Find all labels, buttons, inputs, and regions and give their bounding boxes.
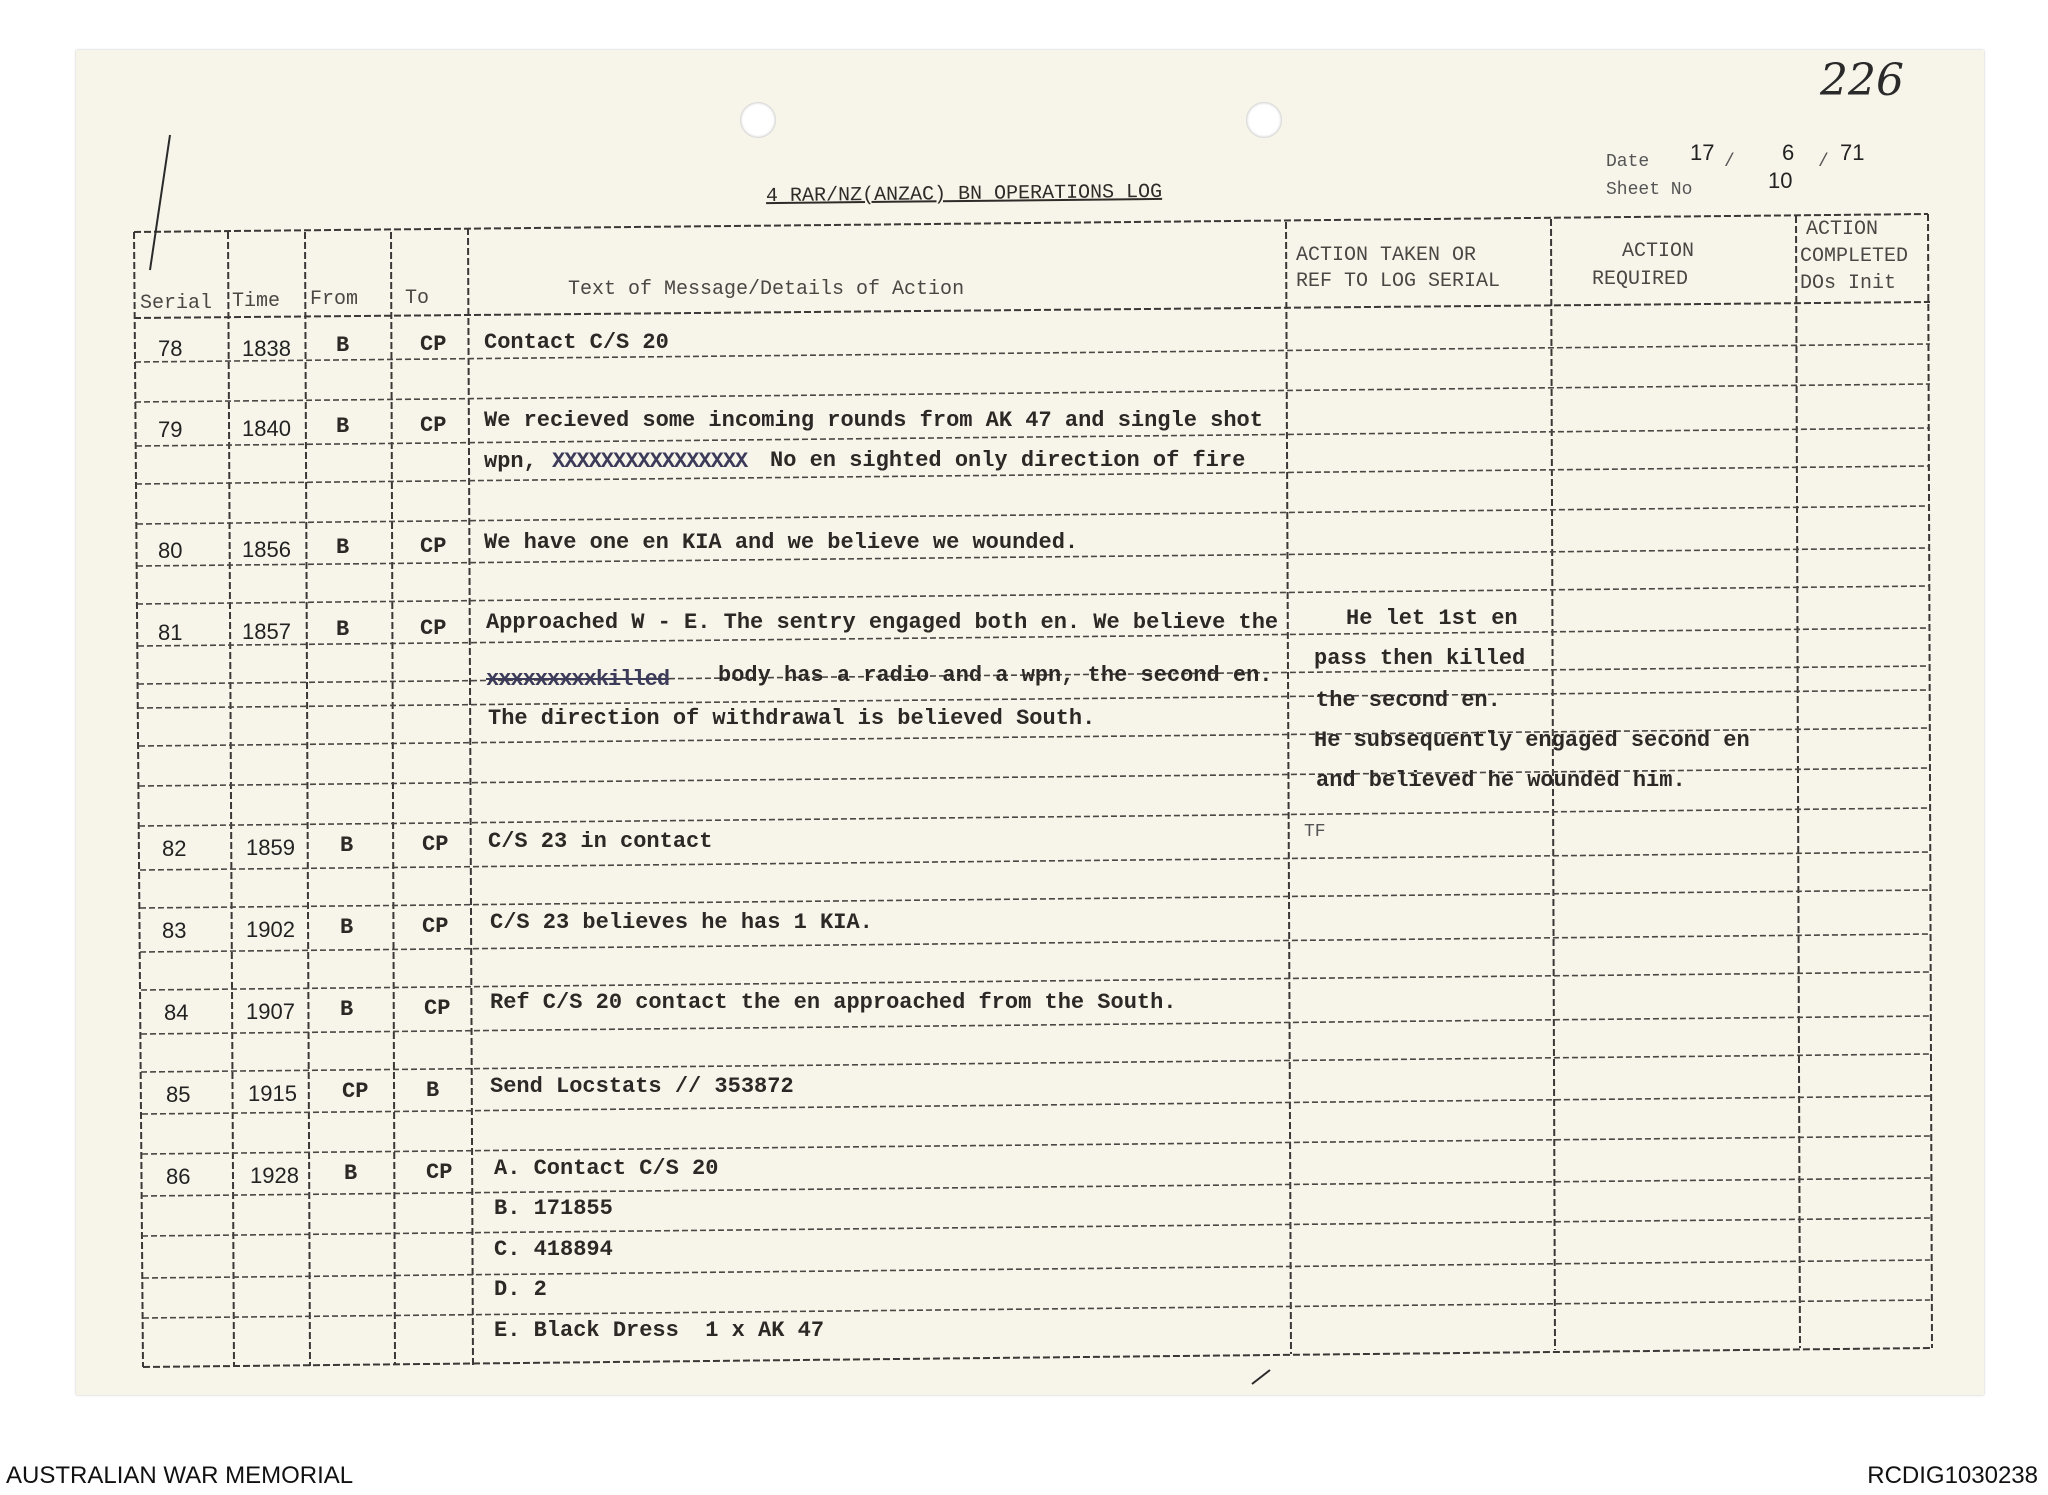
- message-81-line-2: body has a radio and a wpn, the second en.: [718, 663, 1273, 688]
- from-86: B: [344, 1161, 358, 1186]
- to-81: CP: [420, 616, 447, 641]
- date-day: 17: [1690, 140, 1715, 165]
- time-80: 1856: [242, 537, 291, 562]
- from-81: B: [336, 617, 350, 642]
- action-81-line-2: pass then killed: [1314, 646, 1526, 671]
- to-79: CP: [420, 413, 447, 438]
- date-sep-1: /: [1724, 152, 1735, 172]
- time-79: 1840: [242, 416, 291, 441]
- message-83: C/S 23 believes he has 1 KIA.: [490, 910, 873, 935]
- message-84: Ref C/S 20 contact the en approached from the South.: [490, 990, 1177, 1015]
- date-month: 6: [1782, 140, 1795, 165]
- message-81-line-3: The direction of withdrawal is believed South.: [488, 706, 1096, 731]
- to-86: CP: [426, 1160, 453, 1185]
- footer-reference: RCDIG1030238: [1867, 1462, 2038, 1489]
- col-serial-header: Serial: [140, 292, 213, 315]
- to-80: CP: [420, 534, 447, 559]
- date-label: Date: [1606, 152, 1650, 172]
- time-84: 1907: [246, 999, 295, 1024]
- time-82: 1859: [246, 835, 295, 860]
- sheet-label: Sheet No: [1606, 180, 1693, 200]
- date-year: 71: [1840, 140, 1865, 165]
- to-84: CP: [424, 996, 451, 1021]
- col-action-required-header-1: ACTION: [1622, 240, 1695, 263]
- from-83: B: [340, 915, 354, 940]
- serial-79: 79: [158, 417, 183, 442]
- to-85: B: [426, 1078, 440, 1103]
- sheet-number: 10: [1768, 168, 1793, 193]
- from-82: B: [340, 833, 354, 858]
- message-81-line-1: Approached W - E. The sentry engaged both en. We believe the: [486, 610, 1279, 635]
- action-81-line-3: the second en.: [1316, 688, 1501, 713]
- message-82: C/S 23 in contact: [488, 829, 713, 854]
- to-83: CP: [422, 914, 449, 939]
- page-number: 226: [1820, 55, 1904, 106]
- from-84: B: [340, 997, 354, 1022]
- message-79-line-1: We recieved some incoming rounds from AK 47 and single shot: [484, 408, 1263, 433]
- message-86-line-c: C. 418894: [494, 1237, 613, 1262]
- time-78: 1838: [242, 336, 291, 361]
- col-to-header: To: [405, 287, 430, 310]
- col-action-taken-header-1: ACTION TAKEN OR: [1296, 244, 1477, 267]
- message-86-line-d: D. 2: [494, 1277, 547, 1302]
- serial-81: 81: [158, 620, 183, 645]
- message-85: Send Locstats // 353872: [490, 1074, 794, 1099]
- action-81-line-1: He let 1st en: [1346, 606, 1518, 631]
- page-title: 4 RAR/NZ(ANZAC) BN OPERATIONS LOG: [765, 180, 1163, 209]
- time-81: 1857: [242, 619, 291, 644]
- col-completed-header-3: DOs Init: [1800, 272, 1897, 295]
- col-from-header: From: [310, 288, 359, 311]
- message-86-line-b: B. 171855: [494, 1196, 613, 1221]
- time-85: 1915: [248, 1081, 297, 1106]
- col-action-required-header-2: REQUIRED: [1592, 268, 1689, 291]
- from-79: B: [336, 414, 350, 439]
- from-80: B: [336, 535, 350, 560]
- col-completed-header-1: ACTION: [1806, 218, 1879, 241]
- message-80: We have one en KIA and we believe we wounded.: [484, 530, 1079, 555]
- action-81-line-5: and believed he wounded him.: [1316, 768, 1686, 793]
- serial-80: 80: [158, 538, 183, 563]
- col-time-header: Time: [232, 290, 281, 313]
- footer-institution: AUSTRALIAN WAR MEMORIAL: [6, 1462, 354, 1489]
- message-79-line-2-rest: No en sighted only direction of fire: [770, 448, 1246, 473]
- date-sep-2: /: [1818, 152, 1829, 172]
- col-completed-header-2: COMPLETED: [1800, 245, 1909, 268]
- to-78: CP: [420, 332, 447, 357]
- struck-out-text-81: xxxxxxxxxkilled: [486, 667, 670, 692]
- message-86-line-a: A. Contact C/S 20: [494, 1156, 719, 1181]
- from-78: B: [336, 333, 350, 358]
- message-78: Contact C/S 20: [484, 330, 669, 355]
- serial-85: 85: [166, 1082, 191, 1107]
- to-82: CP: [422, 832, 449, 857]
- serial-82: 82: [162, 836, 187, 861]
- col-action-taken-header-2: REF TO LOG SERIAL: [1296, 270, 1501, 293]
- action-82: TF: [1304, 822, 1326, 842]
- serial-86: 86: [166, 1164, 191, 1189]
- col-text-header: Text of Message/Details of Action: [568, 278, 965, 301]
- struck-out-text-79: XXXXXXXXXXXXXXXX: [552, 449, 748, 474]
- serial-83: 83: [162, 918, 187, 943]
- time-83: 1902: [246, 917, 295, 942]
- action-81-line-4: He subsequently engaged second en: [1314, 728, 1750, 753]
- serial-78: 78: [158, 336, 183, 361]
- message-86-line-e: E. Black Dress 1 x AK 47: [494, 1318, 825, 1343]
- serial-84: 84: [164, 1000, 189, 1025]
- from-85: CP: [342, 1079, 369, 1104]
- message-79-line-2: wpn,: [484, 449, 537, 474]
- time-86: 1928: [250, 1163, 299, 1188]
